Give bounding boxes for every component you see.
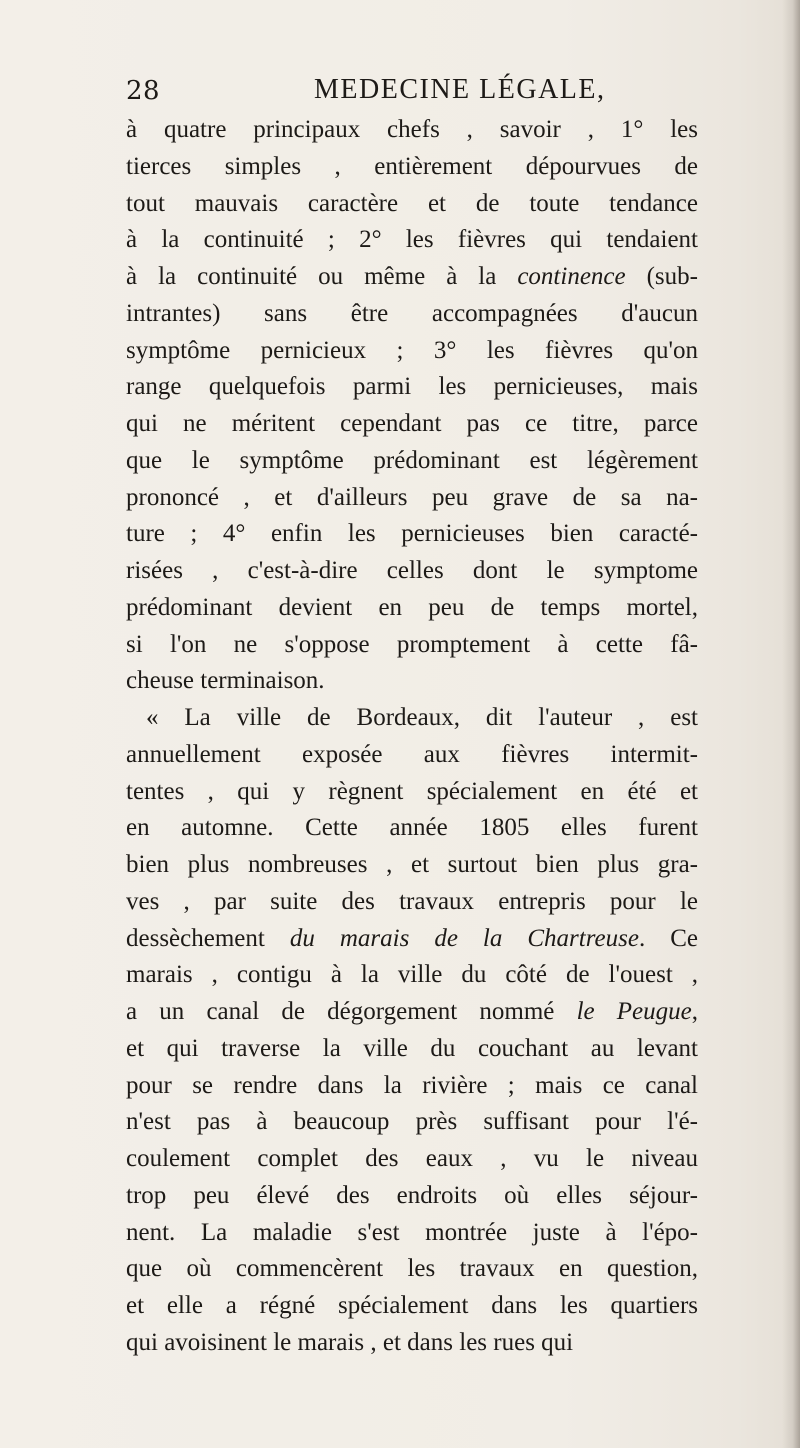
running-title: MEDECINE LÉGALE, bbox=[314, 74, 606, 105]
text-line: prononcé , et d'ailleurs peu grave de sa na- bbox=[126, 483, 698, 511]
text-line: marais , contigu à la ville du côté de l'ouest , bbox=[126, 961, 698, 989]
text-line: coulement complet des eaux , vu le niveau bbox=[126, 1145, 698, 1172]
page-edge-shadow bbox=[782, 0, 800, 1448]
text-line: que où commencèrent les travaux en question, bbox=[126, 1255, 698, 1283]
body-text bbox=[126, 112, 698, 1362]
italic-phrase: du marais de la Chartreuse bbox=[289, 924, 639, 952]
text-line: a un canal de dégorgement nommé le Peugue, bbox=[126, 998, 698, 1025]
text-line: pour se rendre dans la rivière ; mais ce canal bbox=[126, 1071, 698, 1099]
text-line: cheuse terminaison. bbox=[126, 667, 325, 695]
text-line: « La ville de Bordeaux, dit l'auteur , est bbox=[146, 704, 698, 731]
text-line: que le symptôme prédominant est légèrement bbox=[126, 446, 698, 474]
page-header bbox=[126, 70, 686, 110]
text-line: dessèchement du marais de la Chartreuse. Ce bbox=[126, 924, 698, 952]
text-line: qui ne méritent cependant pas ce titre, parce bbox=[126, 410, 698, 437]
italic-phrase: continence bbox=[517, 263, 626, 290]
text-line: et qui traverse la ville du couchant au levant bbox=[126, 1034, 698, 1062]
text-line: ture ; 4° enfin les pernicieuses bien caracté- bbox=[126, 520, 698, 548]
text-line: en automne. Cette année 1805 elles furent bbox=[126, 814, 698, 842]
text-line: bien plus nombreuses , et surtout bien plus gra- bbox=[126, 851, 698, 878]
text-line: trop peu élevé des endroits où elles séjour- bbox=[126, 1181, 698, 1209]
text-line: n'est pas à beaucoup près suffisant pour l'é- bbox=[126, 1108, 698, 1136]
text-line: tout mauvais caractère et de toute tendance bbox=[126, 189, 698, 217]
text-line: intrantes) sans être accompagnées d'aucun bbox=[126, 299, 698, 327]
text-line: si l'on ne s'oppose promptement à cette fâ- bbox=[126, 630, 698, 658]
text-line: range quelquefois parmi les pernicieuses, mais bbox=[126, 373, 698, 401]
text-line: à la continuité ou même à la continence (sub- bbox=[126, 263, 698, 290]
text-line: risées , c'est-à-dire celles dont le symptome bbox=[126, 557, 698, 584]
text-line: nent. La maladie s'est montrée juste à l'épo- bbox=[126, 1218, 698, 1246]
text-line: à la continuité ; 2° les fièvres qui tendaient bbox=[126, 226, 698, 254]
text-line: annuellement exposée aux fièvres intermit- bbox=[126, 740, 698, 768]
text-line: prédominant devient en peu de temps mortel, bbox=[126, 593, 698, 621]
text-line: tentes , qui y règnent spécialement en été et bbox=[126, 777, 698, 805]
text-line: tierces simples , entièrement dépourvues de bbox=[126, 152, 698, 180]
text-line: ves , par suite des travaux entrepris pour le bbox=[126, 887, 698, 915]
text-line: et elle a régné spécialement dans les quartiers bbox=[126, 1292, 698, 1319]
text-line: symptôme pernicieux ; 3° les fièvres qu'on bbox=[126, 336, 698, 364]
italic-phrase: le Peugue bbox=[576, 998, 692, 1025]
text-line: à quatre principaux chefs , savoir , 1° les bbox=[126, 116, 698, 143]
page-number: 28 bbox=[126, 76, 161, 106]
text-line: qui avoisinent le marais , et dans les rues qui bbox=[126, 1328, 574, 1356]
